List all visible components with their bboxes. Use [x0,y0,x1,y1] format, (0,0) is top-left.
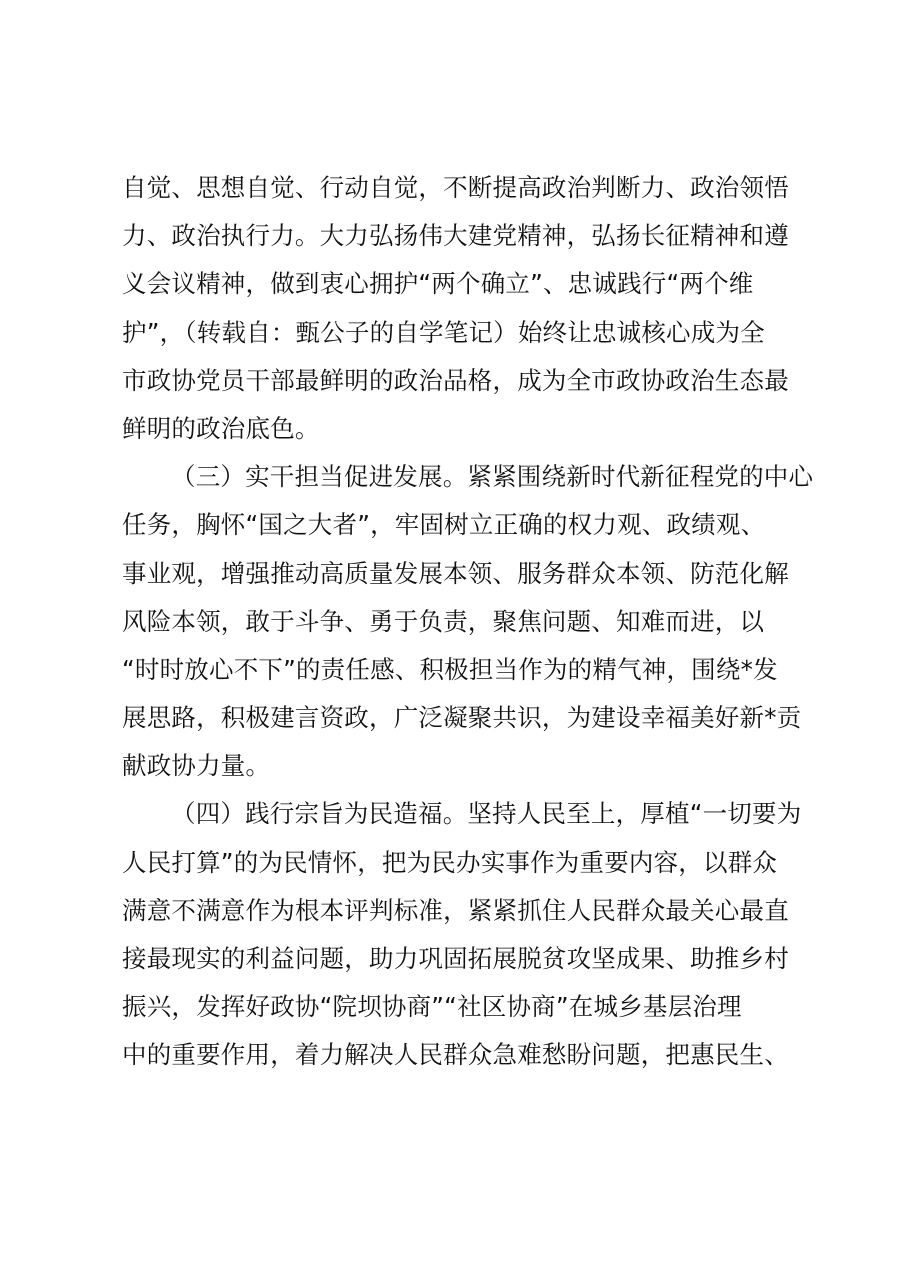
text-line: 中的重要作用，着力解决人民群众急难愁盼问题，把惠民生、 [122,1040,789,1070]
text-line: 鲜明的政治底色。 [122,413,320,443]
text-line: 满意不满意作为根本评判标准，紧紧抓住人民群众最关心最直 [122,895,789,925]
text-line: 展思路，积极建言资政，广泛凝聚共识，为建设幸福美好新*贡 [122,703,802,733]
text-line: 义会议精神，做到衷心拥护“两个确立”、忠诚践行“两个维 [122,269,754,299]
text-line: 风险本领，敢于斗争、勇于负责，聚焦问题、知难而进，以 [122,606,765,636]
text-line: 献政协力量。 [122,751,271,781]
paragraph-start-line: （三）实干担当促进发展。紧紧围绕新时代新征程党的中心 [171,462,814,492]
text-line: 任务，胸怀“国之大者”，牢固树立正确的权力观、政绩观、 [122,510,766,540]
paragraph-start-line: （四）践行宗旨为民造福。坚持人民至上，厚植“一切要为 [171,799,802,829]
text-line: 振兴，发挥好政协“院坝协商”“社区协商”在城乡基层治理 [122,992,742,1022]
body-text [122,164,814,1080]
text-line: “时时放心不下”的责任感、积极担当作为的精气神，围绕*发 [122,654,778,684]
text-line: 接最现实的利益问题，助力巩固拓展脱贫攻坚成果、助推乡村 [122,944,789,973]
text-line: 市政协党员干部最鲜明的政治品格，成为全市政协政治生态最 [122,365,789,395]
text-line: 力、政治执行力。大力弘扬伟大建党精神，弘扬长征精神和遵 [122,221,789,251]
text-line: 人民打算”的为民情怀，把为民办实事作为重要内容，以群众 [122,847,778,877]
text-line: 自觉、思想自觉、行动自觉，不断提高政治判断力、政治领悟 [122,173,789,202]
text-line: 事业观，增强推动高质量发展本领、服务群众本领、防范化解 [122,558,789,588]
text-line: 护”，（转载自：甄公子的自学笔记）始终让忠诚核心成为全 [122,317,765,347]
